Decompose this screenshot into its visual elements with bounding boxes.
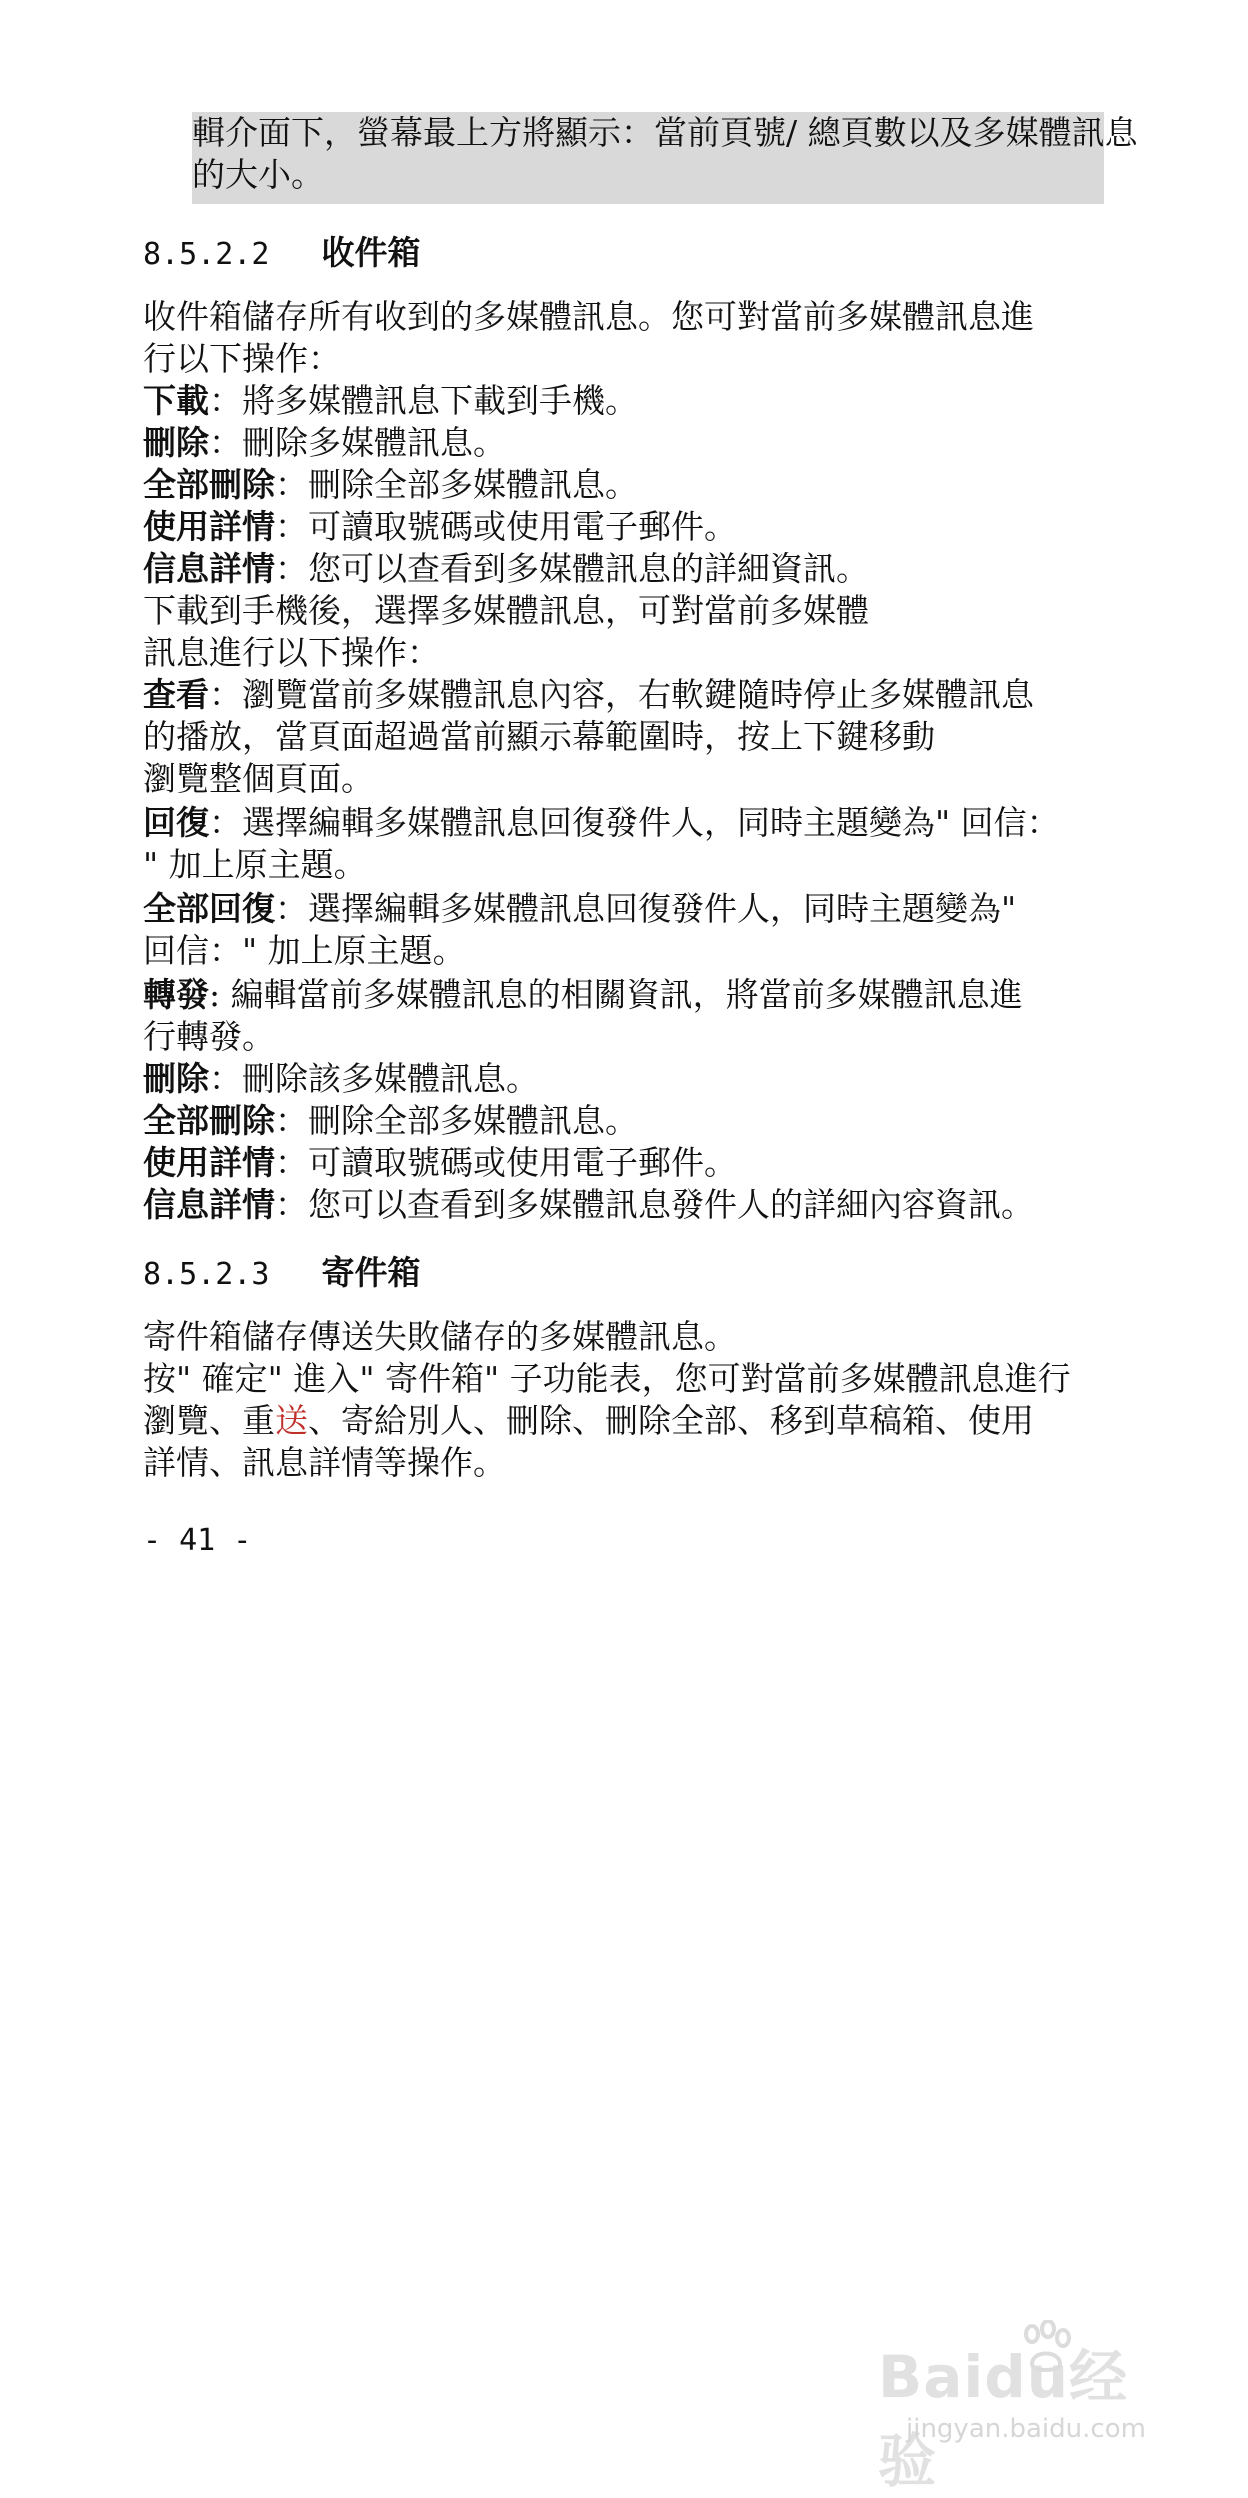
term: 信息詳情 xyxy=(143,1185,275,1224)
list-item xyxy=(143,674,1034,716)
list-item xyxy=(143,548,869,590)
description: ：可讀取號碼或使用電子郵件。 xyxy=(275,507,737,546)
term: 信息詳情 xyxy=(143,549,275,588)
section-heading-outbox xyxy=(143,1252,420,1296)
watermark-url: jingyan.baidu.com xyxy=(906,2414,1146,2444)
text-line: 瀏覽整個頁面。 xyxy=(143,759,374,798)
description: ：可讀取號碼或使用電子郵件。 xyxy=(275,1143,737,1182)
term: 回復 xyxy=(143,803,209,842)
text-segment: 、寄給別人、刪除、刪除全部、移到草稿箱、使用 xyxy=(308,1401,1034,1440)
term: 全部回復 xyxy=(143,889,275,928)
text-line: 收件箱儲存所有收到的多媒體訊息。您可對當前多媒體訊息進 xyxy=(143,297,1034,336)
list-item xyxy=(143,974,1023,1016)
term: 下載 xyxy=(143,381,209,420)
term: 使用詳情 xyxy=(143,507,275,546)
text-line: 行轉發。 xyxy=(143,1017,275,1056)
text-segment: 瀏覽、重 xyxy=(143,1401,275,1440)
list-item xyxy=(143,380,638,422)
text-line: 的大小。 xyxy=(192,155,324,194)
section-number: 8.5.2.3 xyxy=(143,1257,270,1292)
list-item xyxy=(143,464,638,506)
text-line: 行以下操作： xyxy=(143,339,341,378)
highlighted-character: 送 xyxy=(275,1401,308,1440)
text-line: 的播放，當頁面超過當前顯示幕範圍時，按上下鍵移動 xyxy=(143,717,935,756)
description: ：將多媒體訊息下載到手機。 xyxy=(209,381,638,420)
text-line: " 加上原主題。 xyxy=(143,845,367,884)
term: 使用詳情 xyxy=(143,1143,275,1182)
list-item xyxy=(143,802,1060,844)
description: ：刪除該多媒體訊息。 xyxy=(209,1059,539,1098)
paw-icon xyxy=(1018,2320,1074,2376)
section-heading-inbox xyxy=(143,232,420,276)
section-title: 寄件箱 xyxy=(321,1253,421,1292)
description: ：刪除多媒體訊息。 xyxy=(209,423,506,462)
description: ：刪除全部多媒體訊息。 xyxy=(275,1101,638,1140)
page-number: - 41 - xyxy=(143,1523,252,1558)
watermark xyxy=(878,2330,1178,2495)
section-number: 8.5.2.2 xyxy=(143,237,270,272)
description: ：您可以查看到多媒體訊息的詳細資訊。 xyxy=(275,549,869,588)
list-item xyxy=(143,422,506,464)
section-title: 收件箱 xyxy=(321,233,421,272)
list-item xyxy=(143,506,737,548)
text-line: 詳情、訊息詳情等操作。 xyxy=(143,1443,506,1482)
description: : 編輯當前多媒體訊息的相關資訊，將當前多媒體訊息進 xyxy=(209,975,1023,1014)
text-line: 回信：" 加上原主題。 xyxy=(143,931,466,970)
watermark-brand: Baidu经验 xyxy=(878,2343,1129,2495)
description: ：選擇編輯多媒體訊息回復發件人，同時主題變為" xyxy=(275,889,1017,928)
list-item xyxy=(143,1100,638,1142)
list-item xyxy=(143,1142,737,1184)
text-line xyxy=(143,1400,1034,1442)
description: ：刪除全部多媒體訊息。 xyxy=(275,465,638,504)
description: ：您可以查看到多媒體訊息發件人的詳細內容資訊。 xyxy=(275,1185,1034,1224)
text-line: 寄件箱儲存傳送失敗儲存的多媒體訊息。 xyxy=(143,1317,737,1356)
text-line: 按" 確定" 進入" 寄件箱" 子功能表，您可對當前多媒體訊息進行 xyxy=(143,1359,1071,1398)
term: 轉發 xyxy=(143,975,209,1014)
text-line: 下載到手機後，選擇多媒體訊息，可對當前多媒體 xyxy=(143,591,869,630)
term: 全部刪除 xyxy=(143,1101,275,1140)
list-item xyxy=(143,1184,1034,1226)
term: 刪除 xyxy=(143,1059,209,1098)
highlighted-paragraph xyxy=(192,112,1138,204)
term: 刪除 xyxy=(143,423,209,462)
list-item xyxy=(143,1058,539,1100)
text-line: 輯介面下，螢幕最上方將顯示：當前頁號/ 總頁數以及多媒體訊息 xyxy=(192,113,1138,152)
text-line: 訊息進行以下操作： xyxy=(143,633,440,672)
term: 查看 xyxy=(143,675,209,714)
list-item xyxy=(143,888,1016,930)
description: ：選擇編輯多媒體訊息回復發件人，同時主題變為" 回信： xyxy=(209,803,1060,842)
term: 全部刪除 xyxy=(143,465,275,504)
description: ：瀏覽當前多媒體訊息內容，右軟鍵隨時停止多媒體訊息 xyxy=(209,675,1034,714)
